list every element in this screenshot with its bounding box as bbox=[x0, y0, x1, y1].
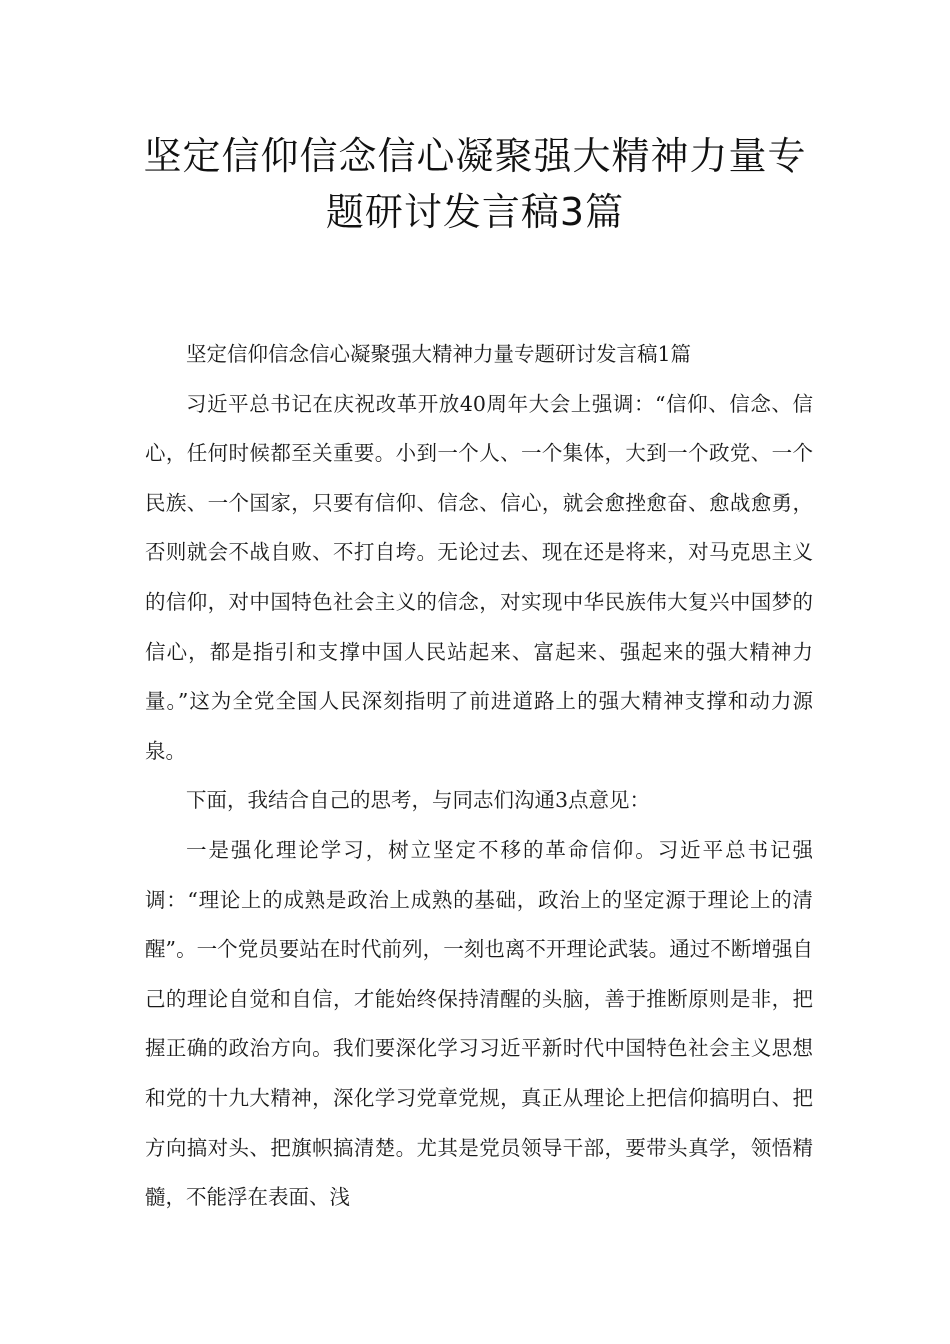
title-line-2: 题研讨发言稿3篇 bbox=[325, 190, 625, 234]
document-title bbox=[100, 128, 850, 240]
title-line-1: 坚定信仰信念信心凝聚强大精神力量专 bbox=[143, 134, 807, 178]
paragraph-intro: 习近平总书记在庆祝改革开放40周年大会上强调：“信仰、信念、信心，任何时候都至关重要。小到一个人、一个集体，大到一个政党、一个民族、一个国家，只要有信仰、信念、信心，就会愈挫愈奋、愈战愈勇，否则就会不战自败、不打自垮。无论过去、现在还是将来，对马克思主义的信仰，对中国特色社会主义的信念，对实现中华民族伟大复兴中国梦的信心，都是指引和支撑中国人民站起来、富起来、强起来的强大精神力量。”这为全党全国人民深刻指明了前进道路上的强大精神支撑和动力源泉。 bbox=[145, 391, 813, 763]
paragraph-transition: 下面，我结合自己的思考，与同志们沟通3点意见： bbox=[186, 788, 651, 813]
document-body bbox=[145, 330, 813, 1223]
section-heading: 坚定信仰信念信心凝聚强大精神力量专题研讨发言稿1篇 bbox=[186, 342, 692, 366]
paragraph-point-one: 一是强化理论学习，树立坚定不移的革命信仰。习近平总书记强调：“理论上的成熟是政治上成熟的基础，政治上的坚定源于理论上的清醒”。一个党员要站在时代前列，一刻也离不开理论武装。通过不断增强自己的理论自觉和自信，才能始终保持清醒的头脑，善于推断原则是非，把握正确的政治方向。我们要深化学习习近平新时代中国特色社会主义思想和党的十九大精神，深化学习党章党规，真正从理论上把信仰搞明白、把方向搞对头、把旗帜搞清楚。尤其是党员领导干部，要带头真学，领悟精髓，不能浮在表面、浅 bbox=[145, 837, 813, 1210]
